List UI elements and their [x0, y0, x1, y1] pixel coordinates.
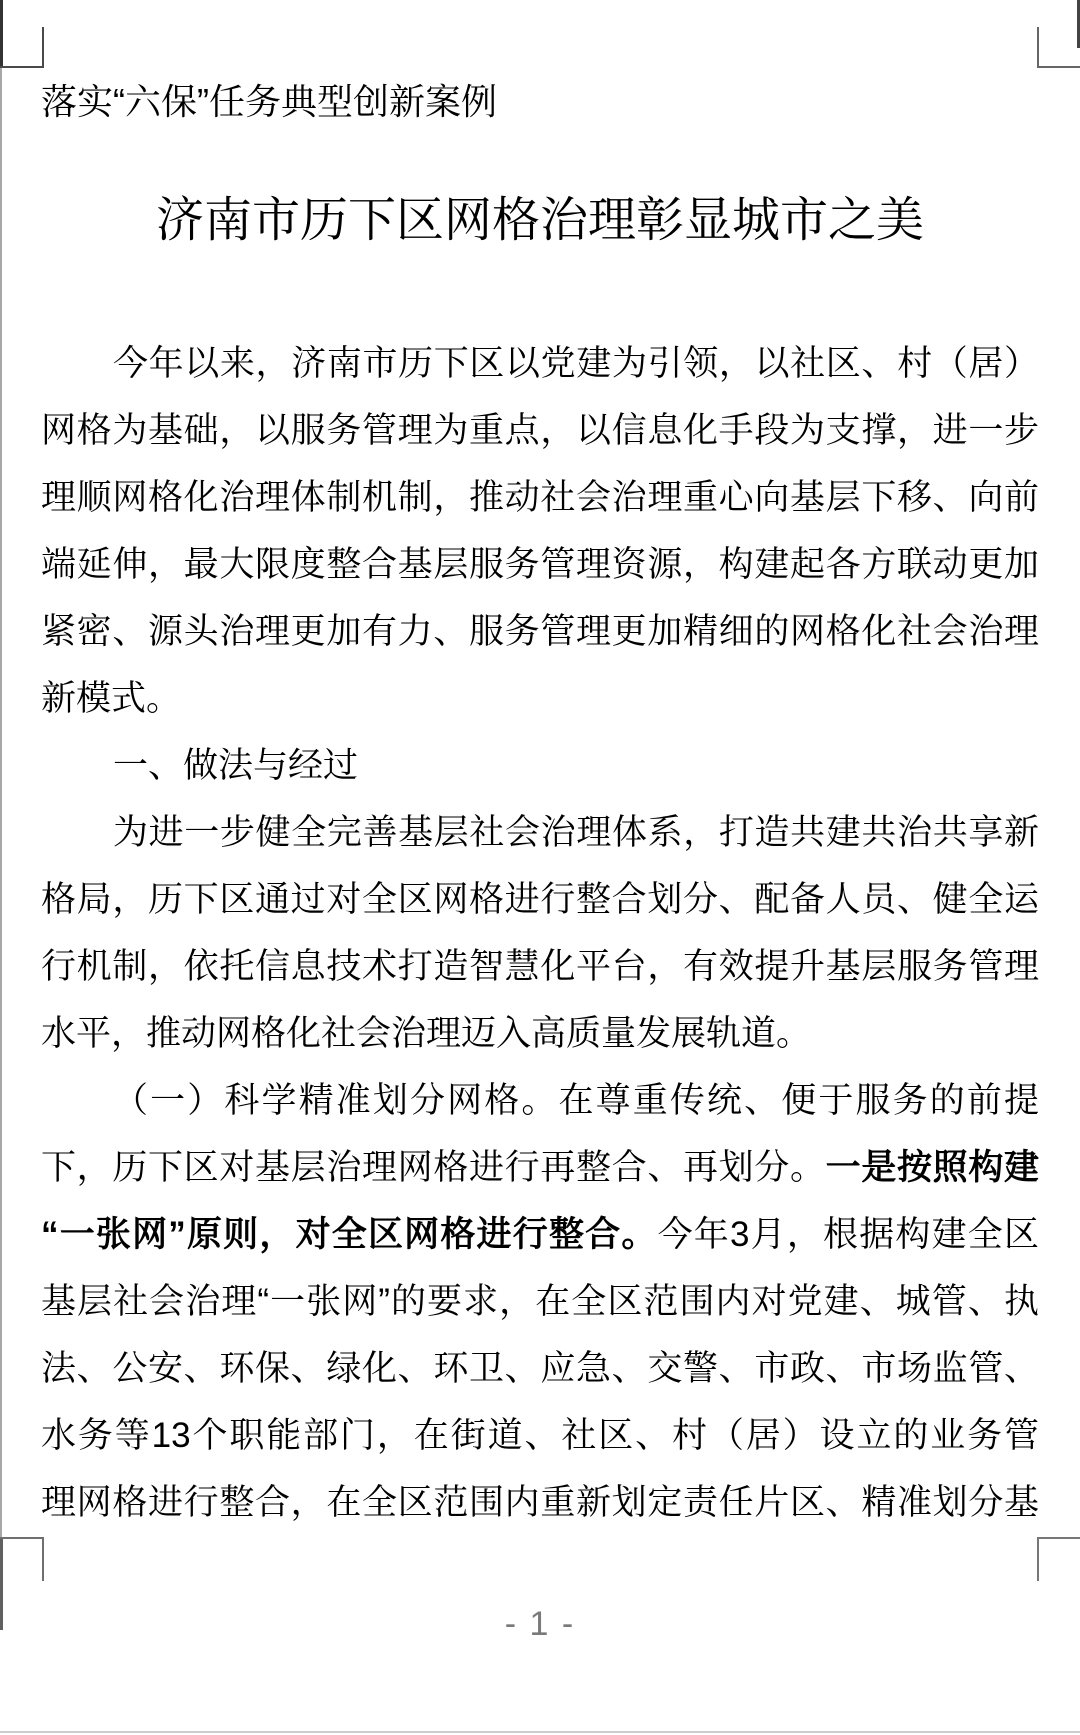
body-text: 法、公安、环保、绿化、环卫、应急、交警、市政、市场监管、: [41, 1349, 1039, 1388]
body-line: [41, 1134, 1039, 1201]
body-line: [41, 933, 1039, 1000]
body-text: 行机制，依托信息技术打造智慧化平台，有效提升基层服务管理: [41, 947, 1039, 986]
body-line: [41, 397, 1039, 464]
crop-mark-bottom-right: [1037, 1537, 1080, 1581]
body-text-bold: “一张网”原则，对全区网格进行整合。: [41, 1215, 658, 1254]
body-line: [41, 1268, 1039, 1335]
body-text: 端延伸，最大限度整合基层服务管理资源，构建起各方联动更加: [41, 545, 1039, 584]
body-line: [41, 1067, 1039, 1134]
body-text: 为进一步健全完善基层社会治理体系，打造共建共治共享新: [113, 813, 1039, 852]
body-text: 水平，推动网格化社会治理迈入高质量发展轨道。: [41, 1014, 812, 1053]
crop-mark-top-left: [0, 27, 44, 68]
body-line: [41, 732, 1039, 799]
body-line: [41, 1402, 1039, 1469]
body-text: 今年3月，根据构建全区: [657, 1215, 1039, 1254]
body-text: 水务等13个职能部门，在街道、社区、村（居）设立的业务管: [41, 1416, 1039, 1455]
body-line: [41, 330, 1039, 397]
page-number: - 1 -: [504, 1605, 576, 1643]
page-edge-bottom-line: [0, 1731, 1080, 1733]
body-line: [41, 665, 1039, 732]
body-line: [41, 598, 1039, 665]
body-line: [41, 866, 1039, 933]
body-line: [41, 464, 1039, 531]
body-text-bold: 一是按照构建: [825, 1148, 1039, 1187]
body-text: 一、做法与经过: [113, 746, 359, 785]
body-line: [41, 1469, 1039, 1536]
body-text: 今年以来，济南市历下区以党建为引领，以社区、村（居）: [113, 344, 1039, 383]
body-line: [41, 531, 1039, 598]
body-line: [41, 1000, 1039, 1067]
body-text: 网格为基础，以服务管理为重点，以信息化手段为支撑，进一步: [41, 411, 1039, 450]
crop-mark-bottom-left: [0, 1537, 44, 1581]
body-text: 紧密、源头治理更加有力、服务管理更加精细的网格化社会治理: [41, 612, 1039, 651]
document-header: 落实“六保”任务典型创新案例: [41, 81, 497, 122]
body-text: 基层社会治理“一张网”的要求，在全区范围内对党建、城管、执: [41, 1282, 1039, 1321]
document-body: [41, 330, 1039, 1536]
body-text: 理顺网格化治理体制机制，推动社会治理重心向基层下移、向前: [41, 478, 1039, 517]
body-text: 格局，历下区通过对全区网格进行整合划分、配备人员、健全运: [41, 880, 1039, 919]
body-text: 新模式。: [41, 679, 182, 718]
body-text: 下，历下区对基层治理网格进行再整合、再划分。: [41, 1148, 826, 1187]
body-line: [41, 1335, 1039, 1402]
body-line: [41, 1201, 1039, 1268]
document-title: 济南市历下区网格治理彰显城市之美: [155, 194, 924, 247]
crop-mark-top-right: [1037, 27, 1080, 68]
body-text: （一）科学精准划分网格。在尊重传统、便于服务的前提: [113, 1081, 1039, 1120]
body-line: [41, 799, 1039, 866]
body-text: 理网格进行整合，在全区范围内重新划定责任片区、精准划分基: [41, 1483, 1039, 1522]
